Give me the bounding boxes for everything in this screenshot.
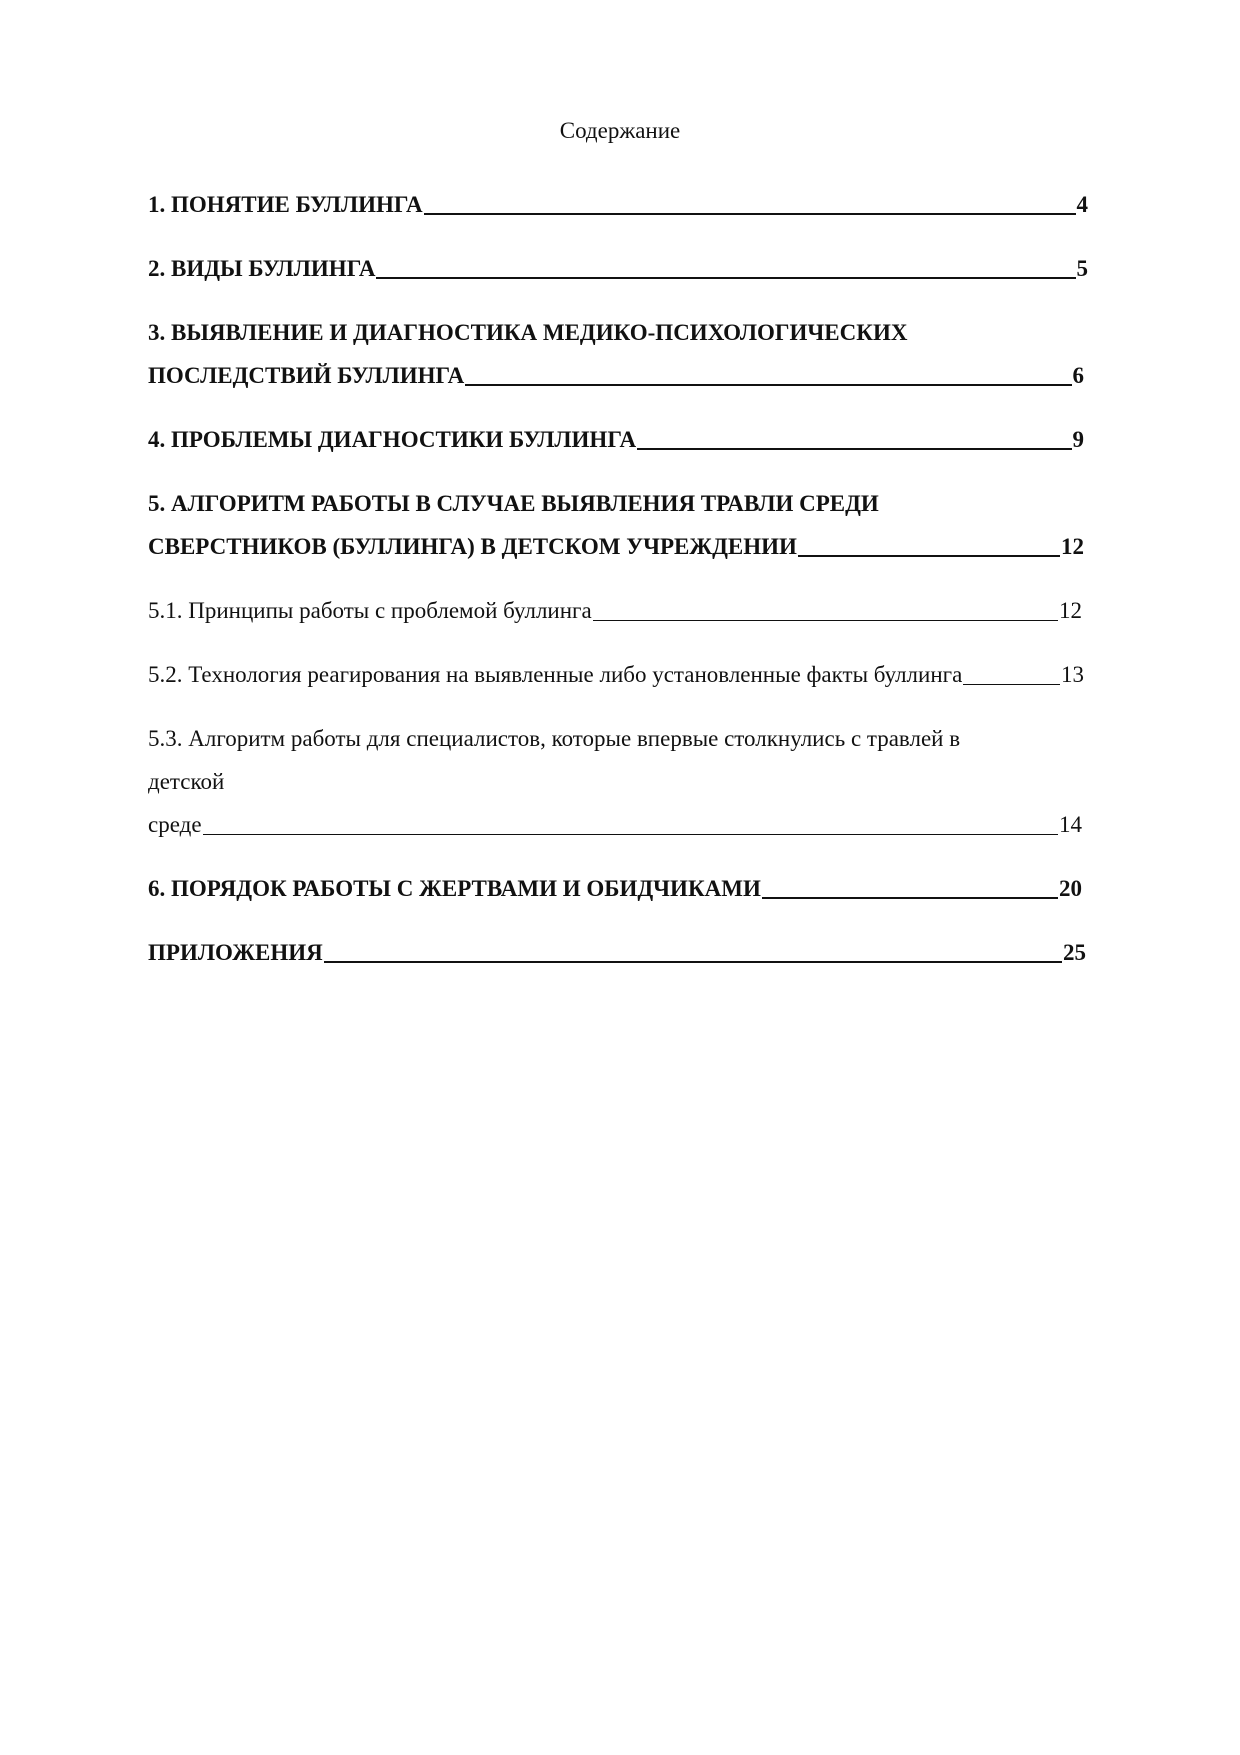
toc-leader — [324, 961, 1062, 963]
toc-entry-5-3-line-1[interactable] — [148, 724, 960, 754]
toc-entry-5-2[interactable] — [148, 660, 1084, 690]
toc-page-number: 5 — [1076, 256, 1088, 281]
toc-entry-appendices[interactable] — [148, 938, 1086, 968]
toc-page-number: 12 — [1061, 534, 1084, 559]
toc-page-number: 6 — [1072, 363, 1084, 388]
toc-entry-4[interactable] — [148, 425, 1084, 455]
toc-entry-label: 1. ПОНЯТИЕ БУЛЛИНГА — [148, 192, 423, 217]
toc-page-number: 12 — [1059, 598, 1082, 623]
toc-leader — [465, 384, 1071, 386]
toc-title: Содержание — [559, 118, 681, 143]
toc-page-number: 13 — [1061, 662, 1084, 687]
toc-entry-label: ПРИЛОЖЕНИЯ — [148, 940, 323, 965]
toc-entry-6[interactable] — [148, 874, 1082, 904]
toc-entry-label: ПОСЛЕДСТВИЙ БУЛЛИНГА — [148, 363, 465, 388]
toc-entry-3-line-1[interactable] — [148, 318, 907, 348]
toc-leader — [424, 213, 1076, 215]
toc-entry-label: 5.3. Алгоритм работы для специалистов, которые впервые столкнулись с травлей в — [148, 726, 961, 751]
toc-page-number: 14 — [1059, 812, 1082, 837]
toc-entry-label: 3. ВЫЯВЛЕНИЕ И ДИАГНОСТИКА МЕДИКО-ПСИХОЛОГИЧЕСКИХ — [148, 320, 908, 345]
toc-leader — [637, 448, 1071, 450]
toc-entry-label: 6. ПОРЯДОК РАБОТЫ С ЖЕРТВАМИ И ОБИДЧИКАМИ — [148, 876, 761, 901]
toc-leader — [203, 834, 1058, 835]
toc-page-number: 25 — [1063, 940, 1086, 965]
toc-entry-label: детской — [148, 769, 225, 794]
toc-entry-5-line-2[interactable] — [148, 532, 1084, 562]
toc-entry-5-3-line-3[interactable] — [148, 810, 1082, 840]
toc-entry-label: 5.2. Технология реагирования на выявленные либо установленные факты буллинга — [148, 662, 963, 687]
toc-entry-2[interactable] — [148, 254, 1088, 284]
toc-entry-1[interactable] — [148, 190, 1088, 220]
toc-entry-label: 5.1. Принципы работы с проблемой буллинга — [148, 598, 592, 623]
toc-entry-label: среде — [148, 812, 202, 837]
toc-entry-label: 4. ПРОБЛЕМЫ ДИАГНОСТИКИ БУЛЛИНГА — [148, 427, 637, 452]
toc-entry-3-line-2[interactable] — [148, 361, 1084, 391]
toc-leader — [376, 277, 1075, 279]
toc-entry-5-line-1[interactable] — [148, 489, 879, 519]
toc-entry-label: 2. ВИДЫ БУЛЛИНГА — [148, 256, 376, 281]
toc-leader — [762, 897, 1058, 899]
toc-leader — [798, 555, 1060, 557]
toc-entry-label: СВЕРСТНИКОВ (БУЛЛИНГА) В ДЕТСКОМ УЧРЕЖДЕНИИ — [148, 534, 797, 559]
toc-page-number: 20 — [1059, 876, 1082, 901]
toc-page-number: 9 — [1072, 427, 1084, 452]
toc-page-number: 4 — [1076, 192, 1088, 217]
toc-entry-5-1[interactable] — [148, 596, 1082, 626]
toc-entry-label: 5. АЛГОРИТМ РАБОТЫ В СЛУЧАЕ ВЫЯВЛЕНИЯ ТРАВЛИ СРЕДИ — [148, 491, 879, 516]
toc-leader — [593, 620, 1058, 621]
toc-entry-5-3-line-2[interactable] — [148, 767, 224, 797]
toc-leader — [963, 684, 1060, 685]
